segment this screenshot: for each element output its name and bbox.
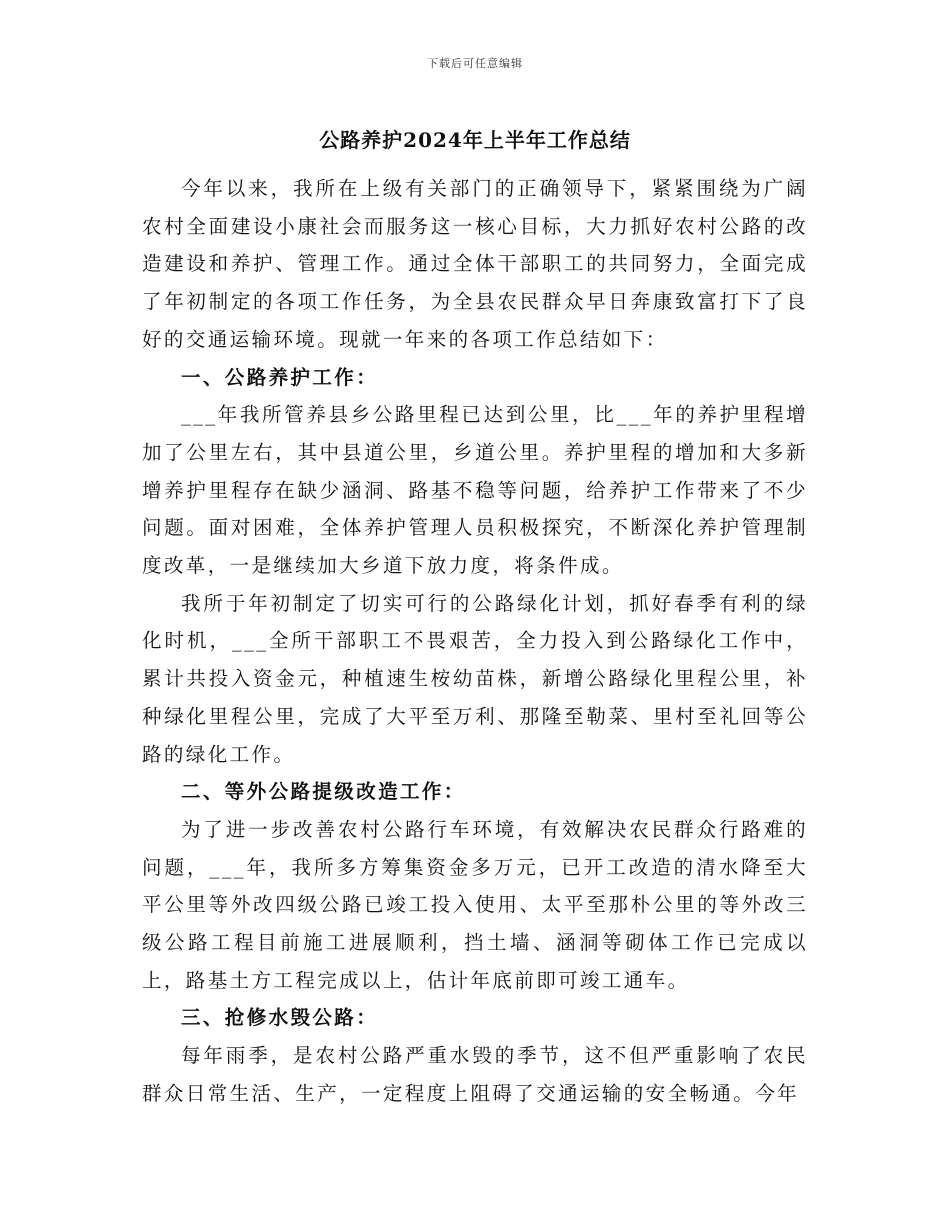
section-heading-flood-repair: 三、抢修水毁公路： — [181, 1006, 379, 1030]
section-heading-upgrade: 二、等外公路提级改造工作： — [181, 780, 466, 804]
intro-paragraph: 今年以来，我所在上级有关部门的正确领导下，紧紧围绕为广阔农村全面建设小康社会而服务这一核心目标，大力抓好农村公路的改造建设和养护、管理工作。通过全体干部职工的共同努力，全面完成了年初制定的各项工作任务，为全县农民群众早日奔康致富打下了良好的交通运输环境。现就一年来的各项工作总结如下： — [142, 177, 808, 351]
document-body — [142, 170, 808, 1113]
document-title: 公路养护2024年上半年工作总结 — [319, 128, 631, 152]
maintenance-paragraph-1: ___年我所管养县乡公路里程已达到公里，比___年的养护里程增加了公里左右，其中县道公里，乡道公里。养护里程的增加和大多新增养护里程存在缺少涵洞、路基不稳等问题，给养护工作带来了不少问题。面对困难，全体养护管理人员积极探究，不断深化养护管理制度改革，一是继续加大乡道下放力度，将条件成。 — [142, 403, 808, 578]
section-heading-maintenance: 一、公路养护工作： — [181, 365, 379, 389]
upgrade-paragraph: 为了进一步改善农村公路行车环境，有效解决农民群众行路难的问题，___年，我所多方筹集资金多万元，已开工改造的清水降至大平公里等外改四级公路已竣工投入使用、太平至那朴公里的等外改三级公路工程目前施工进展顺利，挡土墙、涵洞等砌体工作已完成以上，路基土方工程完成以上，估计年底前即可竣工通车。 — [142, 817, 808, 992]
header-note: 下载后可任意编辑 — [427, 57, 523, 70]
maintenance-paragraph-2: 我所于年初制定了切实可行的公路绿化计划，抓好春季有利的绿化时机，___全所干部职工不畏艰苦，全力投入到公路绿化工作中，累计共投入资金元，种植速生桉幼苗株，新增公路绿化里程公里，补种绿化里程公里，完成了大平至万利、那隆至勒菜、里村至礼回等公路的绿化工作。 — [142, 591, 808, 766]
flood-repair-paragraph: 每年雨季，是农村公路严重水毁的季节，这不但严重影响了农民群众日常生活、生产，一定程度上阻碍了交通运输的安全畅通。今年 — [142, 1044, 808, 1105]
